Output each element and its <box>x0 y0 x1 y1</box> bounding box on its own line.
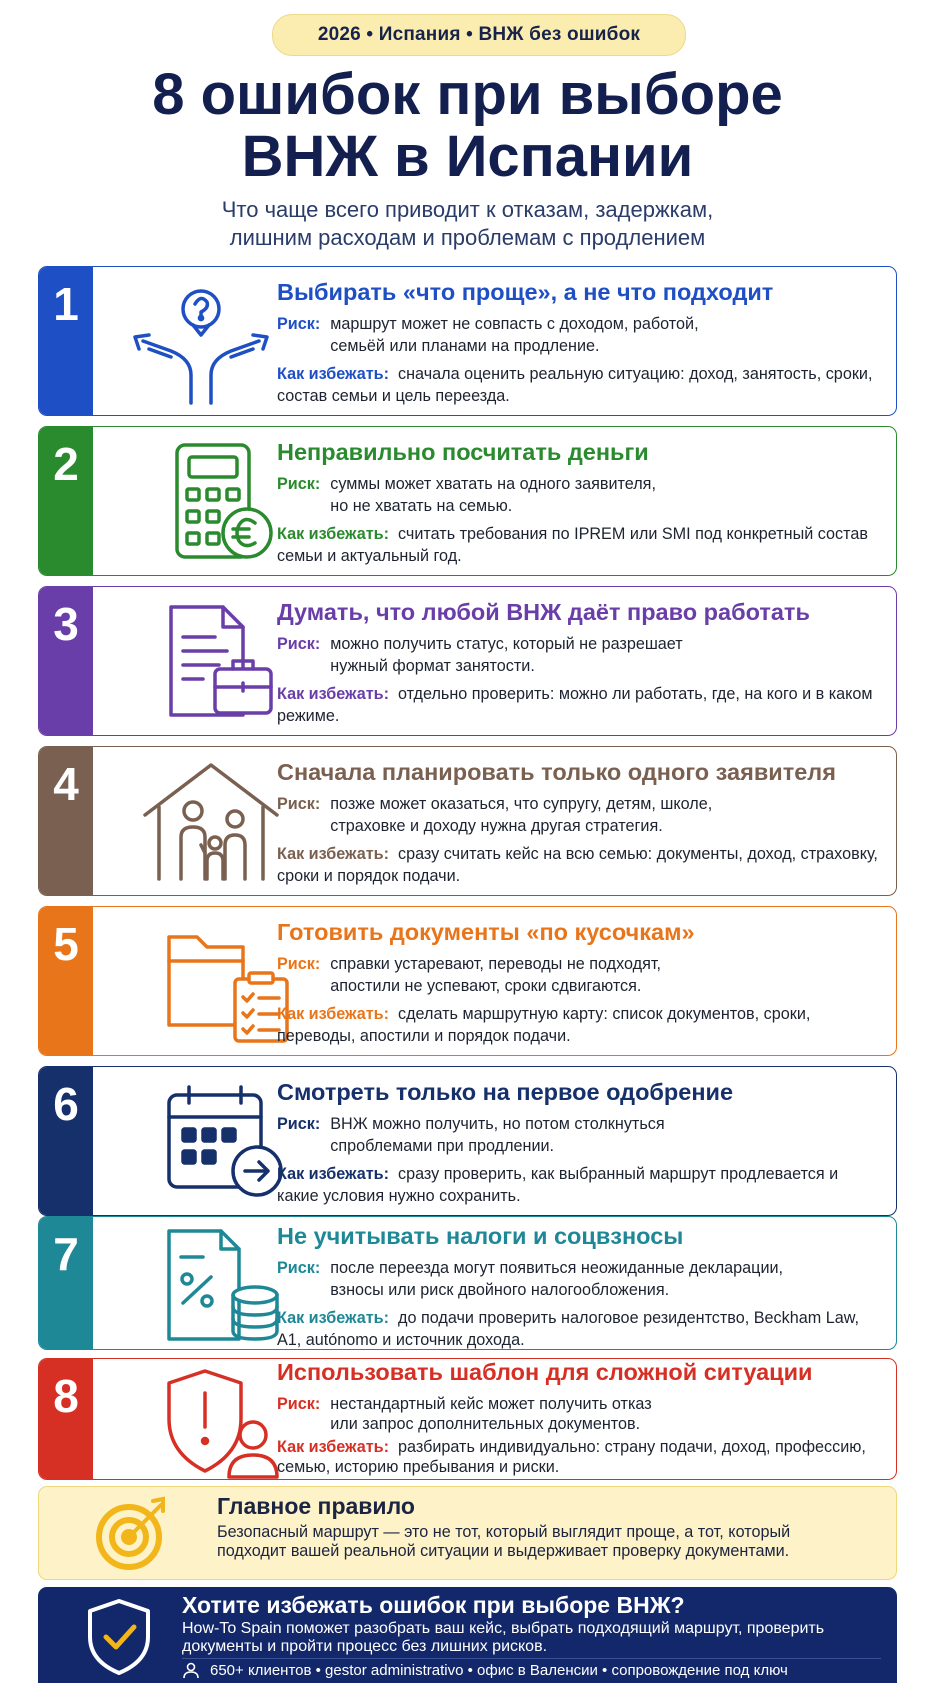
risk-label: Риск: <box>277 795 321 813</box>
tax-percent-coins-icon <box>123 1221 293 1350</box>
card-risk <box>277 954 884 997</box>
page-subtitle <box>0 196 935 252</box>
card-title: Готовить документы «по кусочкам» <box>277 919 695 945</box>
mistake-card-7 <box>38 1216 897 1350</box>
card-avoid <box>277 683 884 727</box>
card-avoid <box>277 1437 884 1477</box>
mistake-card-2 <box>38 426 897 576</box>
avoid-text: сразу считать кейс на всю семью: документы, доход, страховку, сроки и порядок подачи. <box>277 845 878 885</box>
cta-text: How-To Spain поможет разобрать ваш кейс, выбрать подходящий маршрут, проверить документы и пройти процесс без лишних рисков. <box>182 1620 825 1655</box>
mistake-card-1 <box>38 266 897 416</box>
avoid-text: сразу проверить, как выбранный маршрут продлевается и какие условия нужно сохранить. <box>277 1165 839 1205</box>
card-avoid <box>277 523 884 567</box>
mistake-card-6 <box>38 1066 897 1216</box>
avoid-label: Как избежать: <box>277 1309 390 1327</box>
card-number: 3 <box>39 587 93 735</box>
avoid-label: Как избежать: <box>277 685 390 703</box>
family-house-icon <box>123 757 293 887</box>
card-number: 7 <box>39 1217 93 1349</box>
title-line-2: ВНЖ в Испании <box>241 124 694 189</box>
avoid-text: считать требования по IPREM или SMI под конкретный состав семьи и актуальный год. <box>277 525 868 565</box>
card-title: Сначала планировать только одного заявителя <box>277 759 836 785</box>
risk-label: Риск: <box>277 315 321 333</box>
card-avoid <box>277 1307 884 1350</box>
risk-text-1: нестандартный кейс может получить отказ <box>330 1395 652 1413</box>
card-risk <box>277 1258 884 1301</box>
avoid-text: сделать маршрутную карту: список документов, сроки, переводы, апостили и порядок подачи. <box>277 1005 811 1045</box>
card-number: 1 <box>39 267 93 415</box>
risk-label: Риск: <box>277 1259 321 1277</box>
shield-alert-person-icon <box>123 1358 293 1480</box>
folder-checklist-icon <box>123 917 293 1047</box>
avoid-label: Как избежать: <box>277 845 390 863</box>
cta-stats-text: 650+ клиентов • gestor administrativo • офис в Валенсии • сопровождение под ключ <box>210 1661 788 1679</box>
risk-label: Риск: <box>277 475 321 493</box>
calendar-arrow-icon <box>123 1077 293 1207</box>
risk-label: Риск: <box>277 635 321 653</box>
risk-label: Риск: <box>277 1115 321 1133</box>
mistake-card-5 <box>38 906 897 1056</box>
shield-check-icon <box>80 1595 158 1677</box>
risk-text-1: можно получить статус, который не разрешает <box>330 635 683 653</box>
risk-text-1: маршрут может не совпасть с доходом, работой, <box>330 315 699 333</box>
card-risk <box>277 794 884 837</box>
mistake-card-3 <box>38 586 897 736</box>
card-risk <box>277 314 884 357</box>
card-risk <box>277 474 884 517</box>
avoid-label: Как избежать: <box>277 1165 390 1183</box>
avoid-label: Как избежать: <box>277 1005 390 1023</box>
risk-text-2: семьёй или планами на продление. <box>330 336 600 355</box>
target-arrow-icon <box>91 1493 175 1573</box>
mistake-card-8 <box>38 1358 897 1480</box>
risk-text-2: но не хватать на семью. <box>330 496 513 515</box>
subtitle-line-2: лишним расходам и проблемам с продлением <box>229 225 706 250</box>
card-number: 6 <box>39 1067 93 1215</box>
page-title <box>0 64 935 188</box>
risk-text-1: суммы может хватать на одного заявителя, <box>330 475 656 493</box>
title-line-1: 8 ошибок при выборе <box>152 62 783 127</box>
card-title: Смотреть только на первое одобрение <box>277 1079 734 1105</box>
risk-text-1: ВНЖ можно получить, но потом столкнуться <box>330 1115 665 1133</box>
document-briefcase-icon <box>123 597 293 727</box>
card-risk <box>277 634 884 677</box>
risk-text-1: после переезда могут появиться неожиданные декларации, <box>330 1259 784 1277</box>
risk-text-2: апостили не успевают, сроки сдвигаются. <box>330 976 642 995</box>
main-rule-box <box>38 1486 897 1580</box>
risk-text-2: страховке и доходу нужна другая стратегия. <box>330 816 663 835</box>
cta-divider <box>182 1658 881 1659</box>
rule-text: Безопасный маршрут — это не тот, который выглядит проще, а тот, который подходит вашей реальной ситуации и выдерживает проверку документами. <box>217 1523 791 1560</box>
avoid-label: Как избежать: <box>277 1438 390 1456</box>
calculator-euro-icon <box>123 437 293 567</box>
card-risk <box>277 1394 884 1434</box>
card-title: Использовать шаблон для сложной ситуации <box>277 1359 813 1385</box>
card-number: 2 <box>39 427 93 575</box>
risk-label: Риск: <box>277 955 321 973</box>
card-avoid <box>277 843 884 887</box>
card-title: Выбирать «что проще», а не что подходит <box>277 279 774 305</box>
question-crossroads-icon <box>123 277 293 407</box>
risk-text-2: нужный формат занятости. <box>330 656 535 675</box>
risk-text-2: или запрос дополнительных документов. <box>330 1415 641 1433</box>
person-icon <box>182 1661 200 1679</box>
card-number: 8 <box>39 1359 93 1479</box>
avoid-text: сначала оценить реальную ситуацию: доход, занятость, сроки, состав семьи и цель переезда. <box>277 365 873 405</box>
avoid-text: отдельно проверить: можно ли работать, где, на кого и в каком режиме. <box>277 685 873 725</box>
avoid-text: разбирать индивидуально: страну подачи, доход, профессию, семью, историю пребывания и риски. <box>277 1438 866 1476</box>
card-title: Думать, что любой ВНЖ даёт право работать <box>277 599 810 625</box>
cta-title: Хотите избежать ошибок при выборе ВНЖ? <box>182 1592 685 1618</box>
card-title: Неправильно посчитать деньги <box>277 439 649 465</box>
risk-text-1: позже может оказаться, что супругу, детям, школе, <box>330 795 713 813</box>
header-badge: 2026 • Испания • ВНЖ без ошибок <box>272 14 686 56</box>
card-number: 5 <box>39 907 93 1055</box>
card-risk <box>277 1114 884 1157</box>
card-avoid <box>277 1003 884 1047</box>
card-avoid <box>277 363 884 407</box>
cta-stats <box>182 1661 882 1679</box>
avoid-label: Как избежать: <box>277 525 390 543</box>
risk-text-2: спроблемами при продлении. <box>330 1136 555 1155</box>
card-title: Не учитывать налоги и соцвзносы <box>277 1223 684 1249</box>
rule-title: Главное правило <box>217 1493 415 1519</box>
mistake-card-4 <box>38 746 897 896</box>
card-avoid <box>277 1163 884 1207</box>
cta-banner <box>38 1587 897 1683</box>
subtitle-line-1: Что чаще всего приводит к отказам, задержкам, <box>221 197 714 222</box>
card-number: 4 <box>39 747 93 895</box>
risk-text-2: взносы или риск двойного налогообложения. <box>330 1280 670 1299</box>
risk-label: Риск: <box>277 1395 321 1413</box>
avoid-text: до подачи проверить налоговое резидентство, Beckham Law, A1, autónomo и источник дохода. <box>277 1309 859 1349</box>
avoid-label: Как избежать: <box>277 365 390 383</box>
risk-text-1: справки устаревают, переводы не подходят, <box>330 955 661 973</box>
